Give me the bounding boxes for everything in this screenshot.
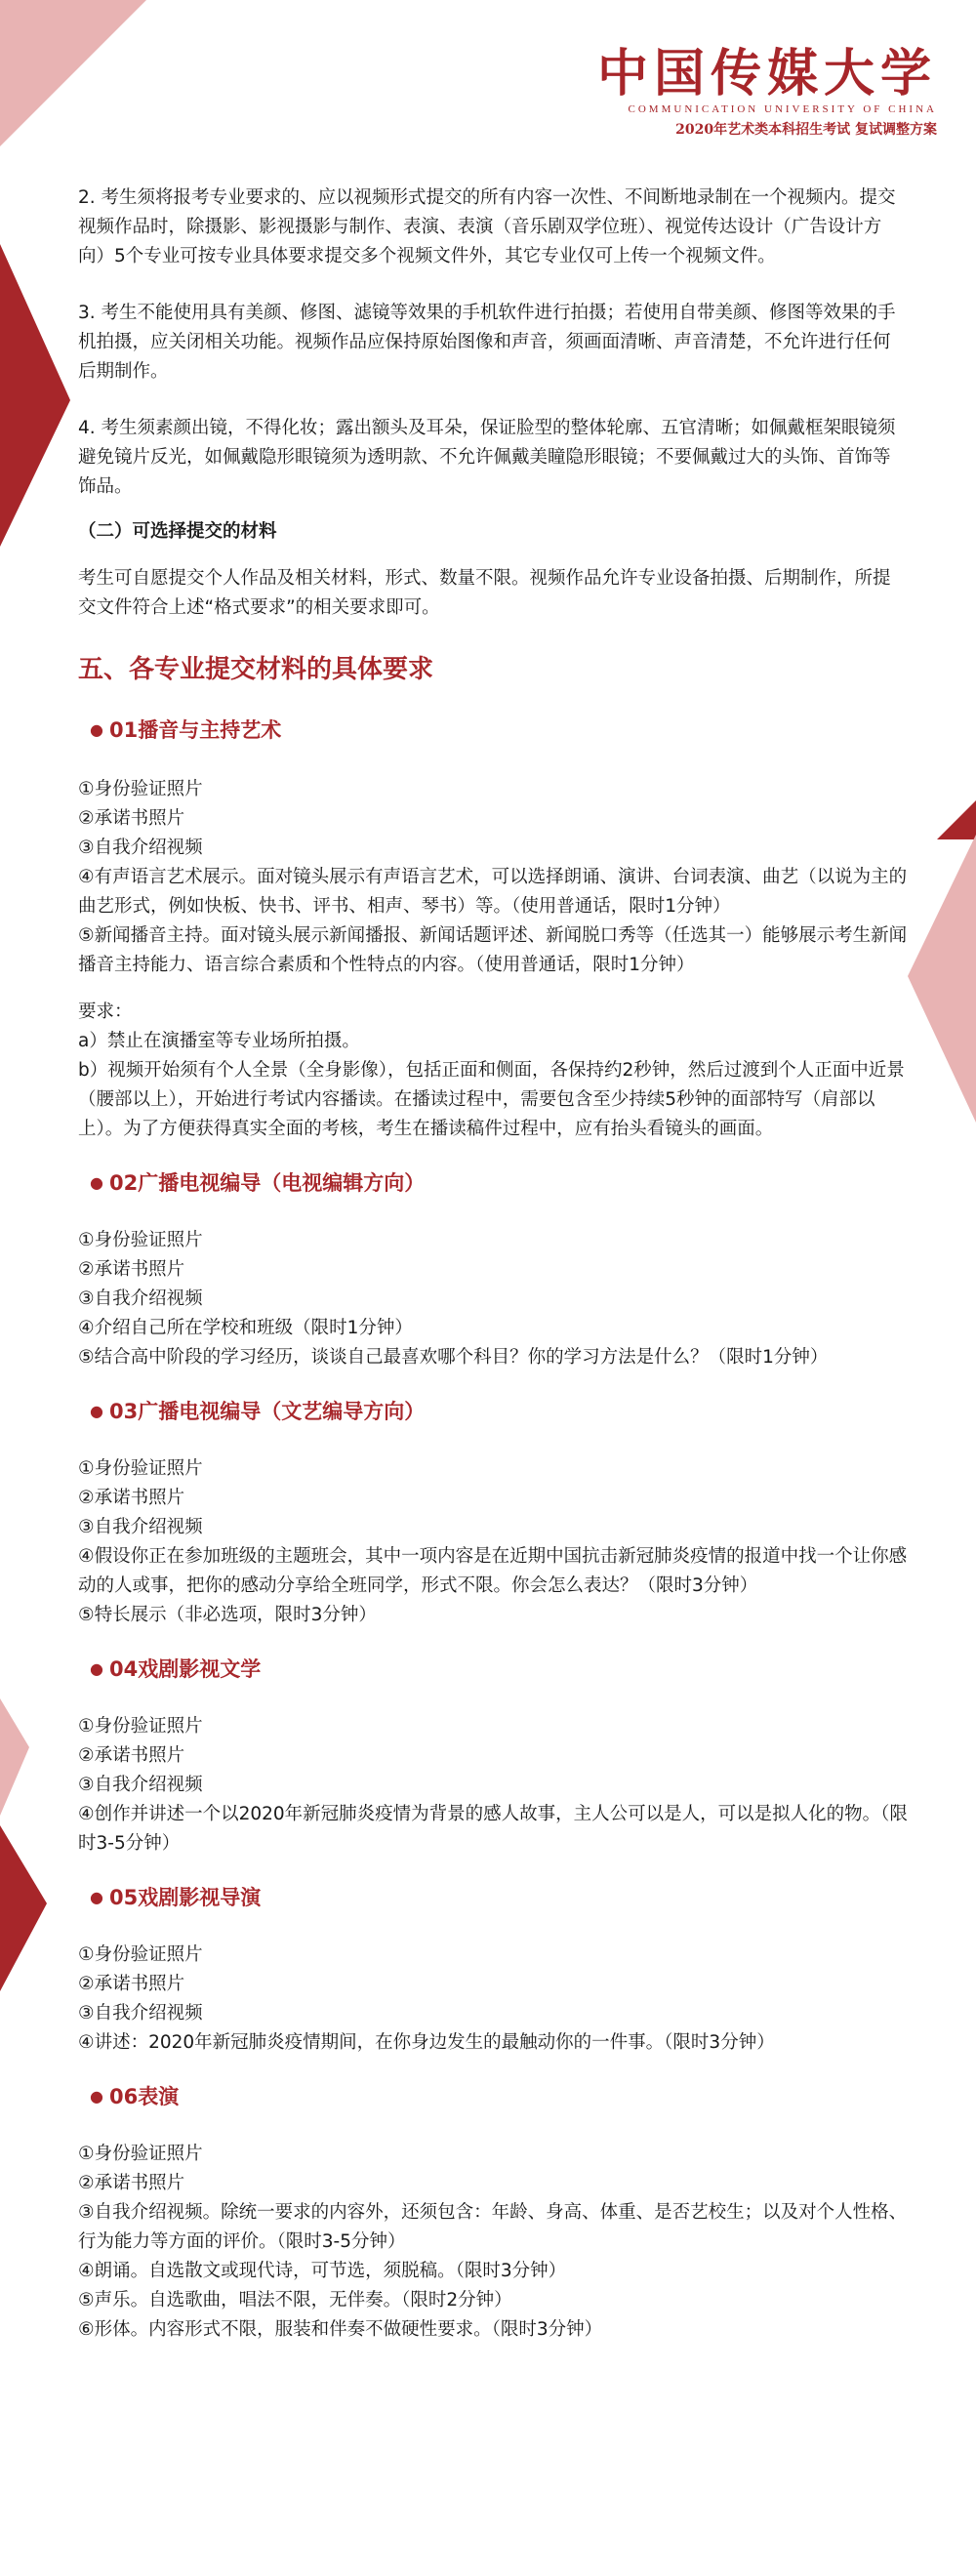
list-item: ②承诺书照片 [78, 1745, 185, 1766]
paragraph-2: 2. 考生须将报考专业要求的、应以视频形式提交的所有内容一次性、不间断地录制在一个视频内。提交视频作品时，除摄影、影视摄影与制作、表演、表演（音乐剧双学位班）、视觉传达设计（广告设计方向）5个专业可按专业具体要求提交多个视频文件外，其它专业仅可上传一个视频文件。 [78, 187, 896, 266]
major-04-items [78, 1712, 908, 1859]
list-item: ⑥形体。内容形式不限，服装和伴奏不做硬性要求。（限时3分钟） [78, 2319, 603, 2340]
major-title-05: ● 05戏剧影视导演 [90, 1886, 262, 1909]
deco-red-triangle-right [937, 800, 976, 839]
major-title-04: ● 04戏剧影视文学 [90, 1657, 262, 1681]
requirements-label: 要求： [78, 1002, 133, 1022]
document-subtitle: 2020年艺术类本科招生考试 复试调整方案 [675, 122, 937, 138]
bullet-dot-icon: ● [90, 1659, 103, 1678]
deco-red-triangle-left-low [0, 1825, 47, 1991]
major-03-items [78, 1454, 908, 1630]
list-item: ③自我介绍视频 [78, 2003, 203, 2024]
list-item: a）禁止在演播室等专业场所拍摄。 [78, 1031, 360, 1051]
paragraph-4: 4. 考生须素颜出镜，不得化妆；露出额头及耳朵，保证脸型的整体轮廓、五官清晰；如佩戴框架眼镜须避免镜片反光，如佩戴隐形眼镜须为透明款、不允许佩戴美瞳隐形眼镜；不要佩戴过大的头饰、首饰等饰品。 [78, 418, 896, 497]
major-01-items [78, 775, 908, 980]
major-title-02: ● 02广播电视编导（电视编辑方向） [90, 1171, 426, 1195]
paragraph-3: 3. 考生不能使用具有美颜、修图、滤镜等效果的手机软件进行拍摄；若使用自带美颜、修图等效果的手机拍摄，应关闭相关功能。视频作品应保持原始图像和声音，须画面清晰、声音清楚，不允许进行任何后期制作。 [78, 303, 896, 382]
list-item: ②承诺书照片 [78, 1974, 185, 1994]
list-item: ①身份验证照片 [78, 1716, 203, 1737]
deco-pink-triangle-top-left [0, 0, 146, 146]
list-item: ④介绍自己所在学校和班级（限时1分钟） [78, 1318, 413, 1338]
major-title-06: ● 06表演 [90, 2085, 180, 2108]
deco-pink-triangle-right [908, 835, 976, 1123]
list-item: ④朗诵。自选散文或现代诗，可节选，须脱稿。（限时3分钟） [78, 2261, 567, 2281]
list-item: ①身份验证照片 [78, 1458, 203, 1479]
list-item: ⑤特长展示（非必选项，限时3分钟） [78, 1605, 377, 1625]
major-05-items [78, 1941, 908, 2058]
university-logo [596, 44, 937, 139]
optional-materials-text: 考生可自愿提交个人作品及相关材料，形式、数量不限。视频作品允许专业设备拍摄、后期制作，所提交文件符合上述“格式要求”的相关要求即可。 [78, 568, 891, 618]
list-item: ②承诺书照片 [78, 808, 185, 829]
deco-red-triangle-left [0, 244, 70, 547]
bullet-dot-icon: ● [90, 2087, 103, 2106]
list-item: ②承诺书照片 [78, 2173, 185, 2193]
optional-materials-heading: （二）可选择提交的材料 [78, 521, 277, 542]
bullet-dot-icon: ● [90, 1173, 103, 1192]
list-item: ④有声语言艺术展示。面对镜头展示有声语言艺术，可以选择朗诵、演讲、台词表演、曲艺（以说为主的曲艺形式，例如快板、快书、评书、相声、琴书）等。（使用普通话，限时1分钟） [78, 867, 908, 917]
list-item: ①身份验证照片 [78, 2144, 203, 2164]
list-item: ③自我介绍视频 [78, 838, 203, 858]
deco-pink-triangle-left-low [0, 1698, 29, 1816]
list-item: ②承诺书照片 [78, 1259, 185, 1280]
list-item: ⑤声乐。自选歌曲，唱法不限，无伴奏。（限时2分钟） [78, 2290, 512, 2310]
requirements-list [78, 1027, 908, 1144]
list-item: ③自我介绍视频 [78, 1517, 203, 1537]
list-item: ①身份验证照片 [78, 779, 203, 799]
list-item: ②承诺书照片 [78, 1488, 185, 1508]
list-item: ④创作并讲述一个以2020年新冠肺炎疫情为背景的感人故事，主人公可以是人，可以是拟人化的物。（限时3-5分钟） [78, 1804, 908, 1854]
list-item: ⑤新闻播音主持。面对镜头展示新闻播报、新闻话题评述、新闻脱口秀等（任选其一）能够展示考生新闻播音主持能力、语言综合素质和个性特点的内容。（使用普通话，限时1分钟） [78, 925, 908, 975]
major-06-items [78, 2140, 908, 2345]
bullet-dot-icon: ● [90, 1402, 103, 1420]
list-item: ①身份验证照片 [78, 1944, 203, 1965]
list-item: ③自我介绍视频。除统一要求的内容外，还须包含：年龄、身高、体重、是否艺校生；以及对个人性格、行为能力等方面的评价。（限时3-5分钟） [78, 2202, 908, 2252]
main-content [78, 184, 908, 2345]
list-item: ①身份验证照片 [78, 1230, 203, 1250]
section-title: 五、各专业提交材料的具体要求 [78, 655, 434, 684]
list-item: ③自我介绍视频 [78, 1288, 203, 1309]
bullet-dot-icon: ● [90, 1888, 103, 1906]
logo-title: 中国传媒大学 [596, 44, 937, 103]
major-title-01: ● 01播音与主持艺术 [90, 718, 282, 742]
bullet-dot-icon: ● [90, 720, 103, 739]
list-item: b）视频开始须有个人全景（全身影像），包括正面和侧面，各保持约2秒钟，然后过渡到个人正面中近景（腰部以上），开始进行考试内容播读。在播读过程中，需要包含至少持续5秒钟的面部特写（肩部以上）。为了方便获得真实全面的考核，考生在播读稿件过程中，应有抬头看镜头的画面。 [78, 1060, 905, 1139]
logo-english: COMMUNICATION UNIVERSITY OF CHINA [628, 103, 937, 115]
list-item: ⑤结合高中阶段的学习经历，谈谈自己最喜欢哪个科目？你的学习方法是什么？（限时1分钟） [78, 1347, 829, 1368]
major-02-items [78, 1226, 908, 1372]
major-title-03: ● 03广播电视编导（文艺编导方向） [90, 1400, 426, 1423]
list-item: ④假设你正在参加班级的主题班会，其中一项内容是在近期中国抗击新冠肺炎疫情的报道中找一个让你感动的人或事，把你的感动分享给全班同学，形式不限。你会怎么表达？（限时3分钟） [78, 1546, 908, 1596]
list-item: ③自我介绍视频 [78, 1775, 203, 1795]
list-item: ④讲述：2020年新冠肺炎疫情期间，在你身边发生的最触动你的一件事。（限时3分钟） [78, 2032, 775, 2053]
